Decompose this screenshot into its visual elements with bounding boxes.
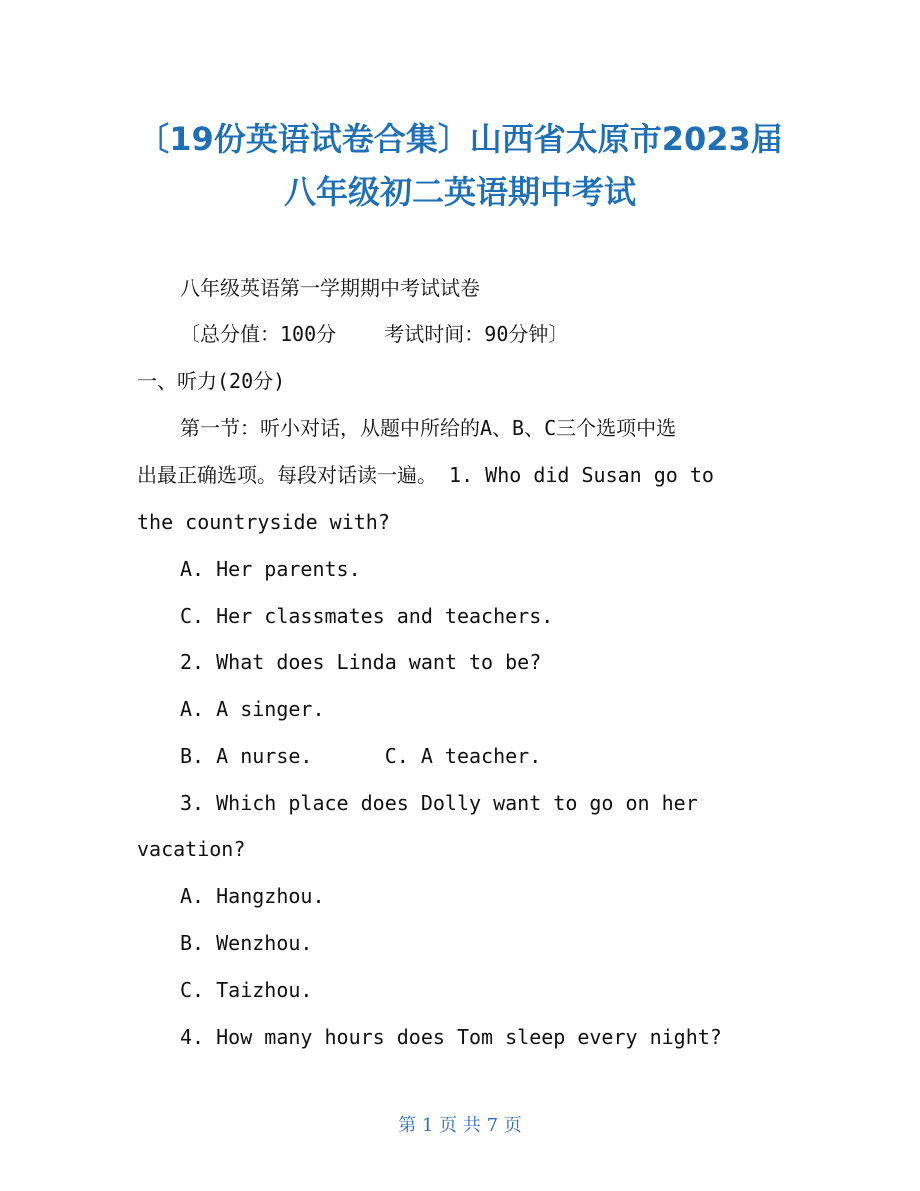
section-heading-listening: 一、听力(20分) <box>137 369 286 393</box>
question-2: 2. What does Linda want to be? <box>180 650 542 674</box>
exam-heading: 八年级英语第一学期期中考试试卷 <box>180 276 480 300</box>
document-title-line-2: 八年级初二英语期中考试 <box>283 173 636 211</box>
exam-score-time: 〔总分值：100分 考试时间：90分钟〕 <box>180 322 569 346</box>
instructions-continued: 出最正确选项。每段对话读一遍。 1. Who did Susan go to <box>137 463 714 487</box>
document-title-line-1: 〔19份英语试卷合集〕山西省太原市2023届 <box>137 120 783 158</box>
question-3-option-a: A. Hangzhou. <box>180 884 325 908</box>
question-4: 4. How many hours does Tom sleep every night? <box>180 1025 722 1049</box>
question-1-option-a: A. Her parents. <box>180 557 361 581</box>
question-3-option-c: C. Taizhou. <box>180 978 313 1002</box>
question-3-continued: vacation? <box>137 837 246 861</box>
question-3-option-b: B. Wenzhou. <box>180 931 313 955</box>
question-1-continued: the countryside with? <box>137 510 390 534</box>
question-1-option-c: C. Her classmates and teachers. <box>180 604 554 628</box>
question-3: 3. Which place does Dolly want to go on her <box>180 791 698 815</box>
section-instructions: 第一节：听小对话，从题中所给的A、B、C三个选项中选 <box>180 416 677 440</box>
page-number-footer: 第 1 页 共 7 页 <box>398 1115 522 1136</box>
question-2-option-a: A. A singer. <box>180 697 325 721</box>
question-2-options-b-c: B. A nurse. C. A teacher. <box>180 744 542 768</box>
